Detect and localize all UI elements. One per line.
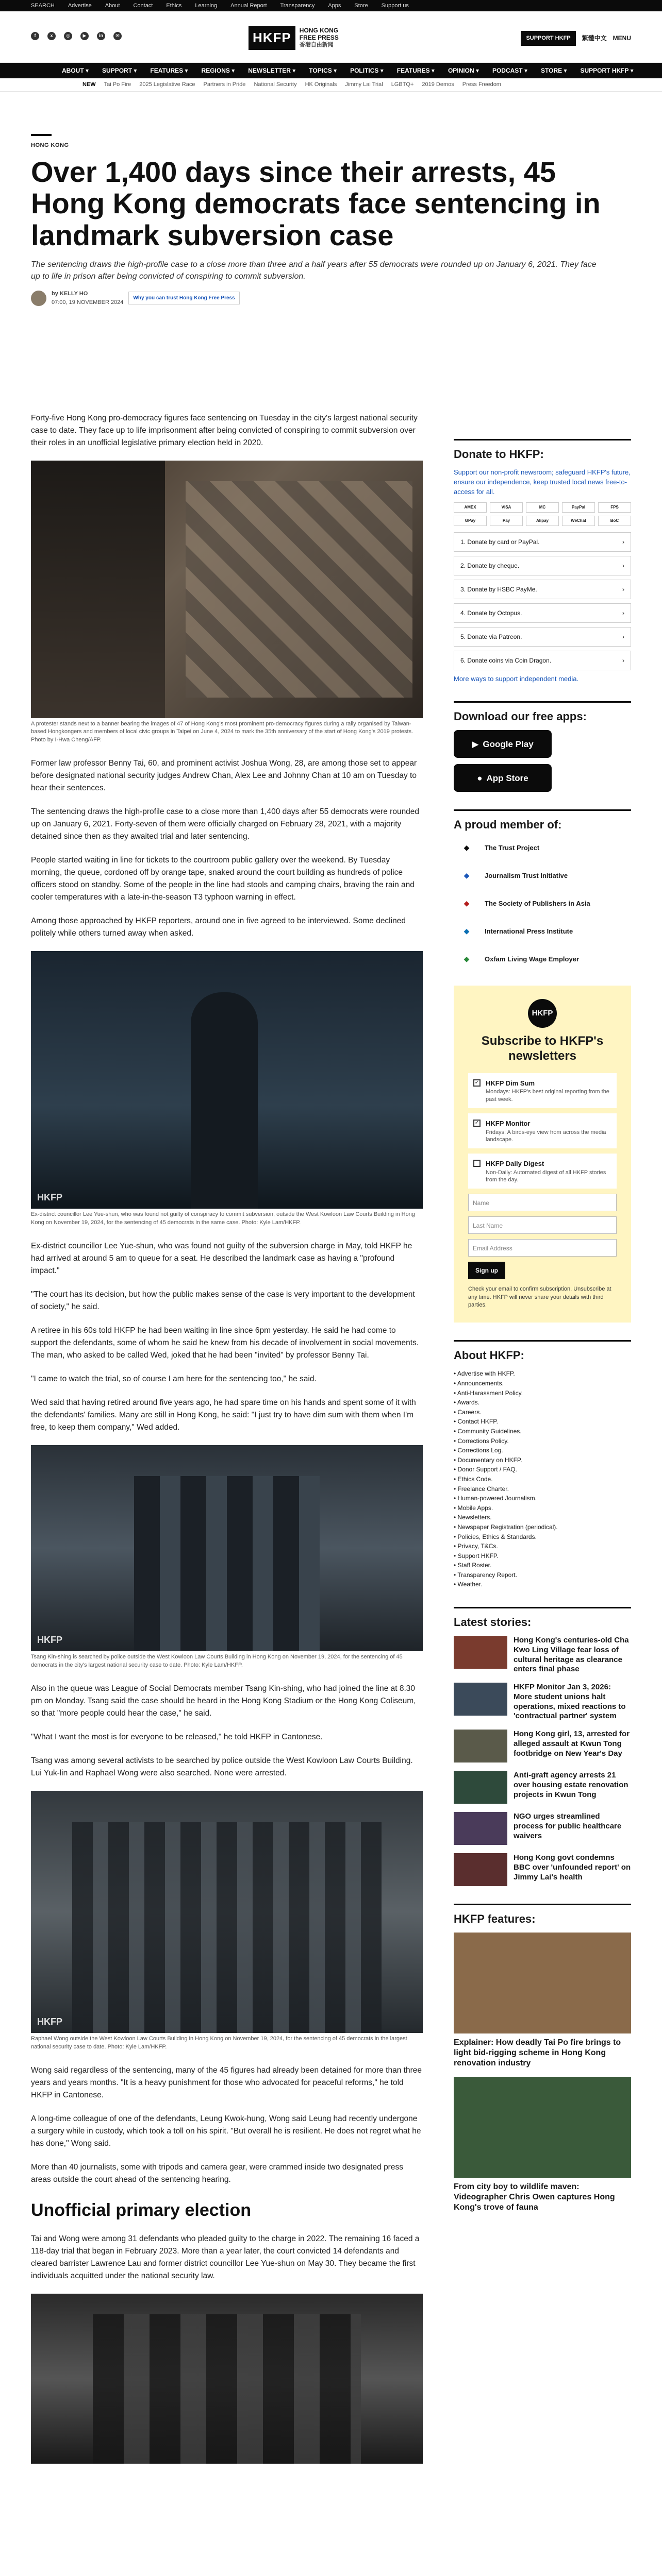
member-name: The Society of Publishers in Asia	[485, 899, 590, 907]
app-store-label: App Store	[486, 773, 528, 783]
newsletter-option[interactable]	[468, 1113, 617, 1148]
topbar-link[interactable]: Transparency	[280, 2, 315, 9]
tsang-kin-shing-photo	[31, 1445, 423, 1651]
donate-option-label: 4. Donate by Octopus.	[460, 609, 522, 617]
site-header	[0, 11, 662, 63]
article-header	[31, 134, 631, 307]
nav-item[interactable]: PODCAST ▾	[492, 67, 527, 74]
feature-image[interactable]	[454, 2077, 631, 2178]
features-list	[454, 1933, 631, 2213]
trending-link[interactable]: HK Originals	[305, 81, 337, 88]
donate-option-label: 6. Donate coins via Coin Dragon.	[460, 656, 552, 664]
paragraph: Wed said that having retired around five years ago, he had spare time on his hands and spent some of it with the defendants' families. Many are still in Hong Kong, he said: "I just try to have dim sum with them when I'm free, to keep them company," Wed added.	[31, 1398, 416, 1432]
story-thumbnail[interactable]	[454, 1730, 507, 1762]
story-title[interactable]: Anti-graft agency arrests 21 over housing estate renovation projects in Kwun Tong	[514, 1771, 628, 1799]
photo-caption: Raphael Wong outside the West Kowloon Law Courts Building in Hong Kong on November 19, 2024, for the sentencing of 45 democrats in the largest national security case to date. Photo: Kyle Lam/HKFP.	[31, 2036, 407, 2050]
donate-option[interactable]	[454, 580, 631, 599]
nav-item[interactable]: SUPPORT HKFP ▾	[580, 67, 634, 74]
nav-item[interactable]: TOPICS ▾	[309, 67, 337, 74]
donate-options	[454, 532, 631, 670]
newsletter-desc: Fridays: A birds-eye view from across the media landscape.	[486, 1129, 606, 1143]
paragraph: Also in the queue was League of Social Democrats member Tsang Kin-shing, who had joined the line at 8.30 pm on Monday. Tsang said the case should be heard in the Hong Kong Stadium or the Hong Kong Coliseum, so that "more people could hear the case," he said.	[31, 1684, 416, 1718]
member-name: The Trust Project	[485, 843, 540, 852]
member-item[interactable]	[454, 894, 631, 912]
story-thumbnail[interactable]	[454, 1683, 507, 1716]
topbar-link[interactable]: SEARCH	[31, 2, 55, 9]
newsletter-fineprint: Check your email to confirm subscription. Unsubscribe at any time. HKFP will never share your details with third parties.	[468, 1286, 611, 1309]
donate-text: Support our non-profit newsroom; safeguard HKFP's future, ensure our independence, keep trusted local news free-to-access for all.	[454, 468, 631, 496]
signup-button[interactable]: Sign up	[468, 1262, 505, 1279]
about-link[interactable]: • Contact HKFP.	[454, 1418, 499, 1426]
latest-list	[454, 1636, 631, 1886]
payment-icon: WeChat	[562, 516, 595, 526]
about-link[interactable]: • Ethics Code.	[454, 1475, 493, 1483]
story-thumbnail[interactable]	[454, 1853, 507, 1886]
member-item[interactable]	[454, 950, 631, 968]
more-ways-link[interactable]	[454, 674, 631, 684]
top-utility-bar	[0, 0, 662, 11]
latest-story[interactable]	[454, 1812, 631, 1845]
header-actions	[521, 31, 631, 46]
topbar-link[interactable]: Apps	[328, 2, 341, 9]
trending-link[interactable]: Partners in Pride	[203, 81, 246, 88]
instagram-icon[interactable]: ◎	[64, 32, 72, 40]
newsletter-desc: Mondays: HKFP's best original reporting from the past week.	[486, 1089, 609, 1103]
about-link[interactable]: • Corrections Log.	[454, 1447, 503, 1454]
trending-link[interactable]: 2025 Legislative Race	[139, 81, 195, 88]
feature-title[interactable]: From city boy to wildlife maven: Videographer Chris Owen captures Hong Kong's trove of fauna	[454, 2182, 615, 2212]
latest-story[interactable]	[454, 1636, 631, 1674]
logo-chinese: 香港自由新聞	[299, 42, 334, 48]
article-headline: Over 1,400 days since their arrests, 45 Hong Kong democrats face sentencing in landmark subversion case	[31, 155, 601, 251]
member-name: International Press Institute	[485, 927, 573, 935]
topbar-link[interactable]: Store	[354, 2, 368, 9]
member-item[interactable]	[454, 838, 631, 857]
donate-box	[454, 439, 631, 684]
trending-link[interactable]: LGBTQ+	[391, 81, 414, 88]
chevron-right-icon: ›	[622, 656, 624, 664]
feature-story[interactable]	[454, 2077, 631, 2213]
newsletter-option-text	[486, 1159, 611, 1183]
latest-story[interactable]	[454, 1853, 631, 1886]
trending-link[interactable]: Jimmy Lai Trial	[345, 81, 383, 88]
lee-yue-shun-photo	[31, 951, 423, 1209]
checkbox-icon[interactable]	[473, 1160, 481, 1167]
email-input[interactable]: Email Address	[468, 1239, 617, 1257]
social-links	[31, 32, 122, 40]
author-name[interactable]: by KELLY HO	[52, 291, 88, 297]
trending-links	[104, 80, 501, 89]
about-link[interactable]: • Anti-Harassment Policy.	[454, 1389, 523, 1397]
raphael-wong-photo	[31, 1791, 423, 2033]
nav-item[interactable]: REGIONS ▾	[201, 67, 235, 74]
story-thumbnail[interactable]	[454, 1771, 507, 1804]
article-body	[31, 412, 423, 2466]
paragraph: Tsang was among several activists to be searched by police outside the West Kowloon Law Courts Building. Lui Yuk-lin and Raphael Wong were also searched. None were arrested.	[31, 1756, 413, 1778]
latest-story[interactable]	[454, 1730, 631, 1762]
facebook-icon[interactable]: f	[31, 32, 39, 40]
member-item[interactable]	[454, 866, 631, 885]
photo-caption: A protester stands next to a banner bearing the images of 47 of Hong Kong's most prominent pro-democracy figures during a rally organised by Taiwan-based Hongkongers and members of local civic groups in Taipei on June 4, 2024 to mark the 35th anniversary of the start of Hong Kong's 2019 protests. Photo by I-Hwa Cheng/AFP.	[31, 721, 413, 743]
paragraph: Forty-five Hong Kong pro-democracy figures face sentencing on Tuesday in the city's largest national security case to date. They face up to life imprisonment after being convicted of conspiring to commit subversion over their roles in an unofficial legislative primary election held in 2020.	[31, 414, 418, 448]
paragraph: A long-time colleague of one of the defendants, Leung Kwok-hung, Wong said Leung had recently undergone a surgery while in custody, which took a toll on his spirit. "But overall he is resilient. He does not regret what he has done," Wong said.	[31, 2114, 421, 2148]
author-avatar	[31, 291, 46, 306]
feature-title[interactable]: Explainer: How deadly Tai Po fire brings to light bid-rigging scheme in Hong Kong renovation industry	[454, 2038, 621, 2068]
trending-link[interactable]: 2019 Demos	[422, 81, 454, 88]
newsletter-name: HKFP Dim Sum	[486, 1079, 535, 1087]
topbar-link[interactable]: About	[105, 2, 120, 9]
about-link[interactable]: • Transparency Report.	[454, 1571, 517, 1579]
name-input[interactable]: Name	[468, 1194, 617, 1211]
donate-option[interactable]	[454, 603, 631, 623]
about-link[interactable]: • Advertise with HKFP.	[454, 1370, 515, 1378]
about-link[interactable]: • Awards.	[454, 1399, 480, 1406]
latest-story[interactable]	[454, 1683, 631, 1721]
paragraph: Tai and Wong were among 31 defendants who pleaded guilty to the charge in 2022. The remaining 16 faced a 118-day trial that began in February 2023. More than a year later, the court convicted 14 defendants and cleared barrister Lawrence Lau and former district councillor Lee Yue-shun on May 30. They became the first individuals acquitted under the national security law.	[31, 2234, 420, 2281]
newsletter-options	[468, 1073, 617, 1189]
publish-date: 07:00, 19 NOVEMBER 2024	[52, 299, 124, 306]
donate-option[interactable]	[454, 532, 631, 552]
newsletter-name: HKFP Daily Digest	[486, 1160, 544, 1168]
about-link[interactable]: • Weather.	[454, 1581, 483, 1588]
newsletter-title: Subscribe to HKFP's newsletters	[481, 1034, 604, 1063]
member-name: Oxfam Living Wage Employer	[485, 955, 580, 963]
story-title[interactable]: HKFP Monitor Jan 3, 2026: More student unions halt operations, mixed reactions to 'contractual partner' system	[514, 1683, 626, 1721]
about-link[interactable]: • Documentary on HKFP.	[454, 1456, 522, 1464]
features-title: HKFP features:	[454, 1904, 631, 1927]
about-links	[454, 1369, 631, 1589]
payment-icon: GPay	[454, 516, 487, 526]
google-play-badge[interactable]	[454, 730, 552, 758]
payment-icons	[454, 502, 631, 526]
paragraph: "The court has its decision, but how the public makes sense of the case is very important to the development of society," he said.	[31, 1290, 415, 1312]
nav-item[interactable]: FEATURES ▾	[150, 67, 188, 74]
apps-title: Download our free apps:	[454, 701, 631, 725]
payment-icon: FPS	[598, 502, 631, 513]
youtube-icon[interactable]: ▶	[80, 32, 89, 40]
donate-option[interactable]	[454, 556, 631, 575]
language-link[interactable]: 繁體中文	[582, 35, 607, 42]
newsletter-logo: HKFP	[528, 999, 557, 1028]
hkfp-watermark: HKFP	[37, 1192, 62, 1203]
trending-bar	[0, 78, 662, 92]
logo-line1: HONG KONG	[299, 26, 339, 34]
nav-item[interactable]: OPINION ▾	[448, 67, 479, 74]
about-link[interactable]: • Newsletters.	[454, 1514, 492, 1521]
payment-icon: BoC	[598, 516, 631, 526]
nav-item[interactable]: SUPPORT ▾	[102, 67, 137, 74]
paragraph: A retiree in his 60s told HKFP he had been waiting in line since 6pm yesterday. He said he had come to support the defendants, some of whom he said he knew from his decade of involvement in social movements. The man, who asked to be called Wed, joked that he had been "invited" by professor Benny Tai.	[31, 1326, 419, 1360]
logo-text	[300, 27, 339, 48]
logo-mark: HKFP	[249, 26, 295, 50]
payment-icon: AMEX	[454, 502, 487, 513]
google-play-label: Google Play	[483, 739, 534, 749]
paragraph: Among those approached by HKFP reporters, around one in five agreed to be interviewed. Some declined politely while others turned away when asked.	[31, 917, 406, 938]
about-link[interactable]: • Freelance Charter.	[454, 1485, 509, 1493]
paragraph: Former law professor Benny Tai, 60, and prominent activist Joshua Wong, 28, are among those set to appear before designated national security judges Andrew Chan, Alex Lee and Johnny Chan at 10 am on Tuesday to hear their sentences.	[31, 759, 417, 793]
donate-option-label: 5. Donate via Patreon.	[460, 633, 522, 640]
story-title[interactable]: Hong Kong govt condemns BBC over 'unfounded report' on Jimmy Lai's health	[514, 1853, 631, 1882]
about-link[interactable]: • Careers.	[454, 1408, 482, 1416]
newsletter-desc: Non-Daily: Automated digest of all HKFP stories from the day.	[486, 1169, 606, 1183]
newsletter-option[interactable]	[468, 1154, 617, 1189]
story-title[interactable]: NGO urges streamlined process for public healthcare waivers	[514, 1812, 622, 1840]
article-category[interactable]: HONG KONG	[31, 142, 69, 148]
donate-option[interactable]	[454, 651, 631, 670]
newsletter-option[interactable]	[468, 1073, 617, 1108]
about-link[interactable]: • Privacy, T&Cs.	[454, 1543, 498, 1550]
newsletter-option-text	[486, 1078, 611, 1103]
about-link[interactable]: • Policies, Ethics & Standards.	[454, 1533, 537, 1540]
main-navigation	[0, 63, 662, 78]
donate-option[interactable]	[454, 627, 631, 647]
app-store-badge[interactable]	[454, 764, 552, 792]
paragraph: Wong said regardless of the sentencing, many of the 45 figures had already been detained for more than three years and years months. "It is a heavy punishment for those who advocated for peaceful reforms," he told HKFP in Cantonese.	[31, 2066, 422, 2100]
about-link[interactable]: • Mobile Apps.	[454, 1504, 493, 1512]
paragraph: More than 40 journalists, some with tripods and camera gear, were crammed inside two designated press areas outside the court ahead of the sentencing hearing.	[31, 2163, 403, 2184]
member-logo: ◆	[464, 871, 470, 879]
trending-link[interactable]: National Security	[254, 81, 297, 88]
more-ways-anchor[interactable]: More ways to support independent media.	[454, 674, 579, 683]
topbar-link[interactable]: Support us	[381, 2, 409, 9]
feature-story[interactable]	[454, 1933, 631, 2069]
donate-option-label: 2. Donate by cheque.	[460, 562, 520, 569]
payment-icon: VISA	[490, 502, 523, 513]
hkfp-logo[interactable]	[249, 26, 339, 50]
about-link[interactable]: • Newspaper Registration (periodical).	[454, 1523, 558, 1531]
chevron-right-icon: ›	[622, 609, 624, 617]
latest-title: Latest stories:	[454, 1607, 631, 1631]
about-title: About HKFP:	[454, 1340, 631, 1364]
story-thumbnail[interactable]	[454, 1636, 507, 1669]
paragraph: The sentencing draws the high-profile case to a close more than 1,400 days after 55 democrats were rounded up on January 6, 2021. Forty-seven of them were officially charged on February 28, 2021, with a majority detained since then as they awaited trial and later sentencing.	[31, 807, 420, 841]
member-name: Journalism Trust Initiative	[485, 871, 568, 879]
paragraph: "I came to watch the trial, so of course I am here for the sentencing too," he said.	[31, 1375, 317, 1384]
chevron-right-icon: ›	[622, 585, 624, 593]
payment-icon: Pay	[490, 516, 523, 526]
trust-link[interactable]: Why you can trust Hong Kong Free Press	[128, 292, 239, 304]
donate-title: Donate to HKFP:	[454, 439, 631, 463]
about-link[interactable]: • Donor Support / FAQ.	[454, 1466, 517, 1473]
chevron-right-icon: ›	[622, 538, 624, 546]
support-hkfp-button[interactable]: SUPPORT HKFP	[521, 31, 575, 46]
members-title: A proud member of:	[454, 809, 631, 833]
protest-banner-photo	[31, 461, 423, 718]
donate-option-label: 1. Donate by card or PayPal.	[460, 538, 540, 546]
last-name-input[interactable]: Last Name	[468, 1216, 617, 1234]
about-link[interactable]: • Corrections Policy.	[454, 1437, 509, 1445]
photo-caption: Ex-district councillor Lee Yue-shun, who was found not guilty of conspiracy to commit subversion, outside the West Kowloon Law Courts Building in Hong Kong on November 19, 2024, for the sentencing of 45 democrats in the same case. Photo: Kyle Lam/HKFP.	[31, 1211, 415, 1226]
accent-bar	[31, 134, 52, 136]
trending-new-label: NEW	[82, 81, 96, 88]
story-thumbnail[interactable]	[454, 1812, 507, 1845]
story-title[interactable]: Hong Kong's centuries-old Cha Kwo Ling Village fear loss of cultural heritage as clearance enters final phase	[514, 1636, 629, 1674]
about-link[interactable]: • Support HKFP.	[454, 1552, 499, 1560]
features-box	[454, 1904, 631, 2213]
email-icon[interactable]: ✉	[113, 32, 122, 40]
article-standfirst: The sentencing draws the high-profile case to a close more than three and a half years after 55 democrats were rounded up on January 6, 2021. They face up to life in prison after being convicted of conspiring to commit subversion.	[31, 260, 597, 281]
topbar-link[interactable]: Annual Report	[230, 2, 267, 9]
latest-story[interactable]	[454, 1771, 631, 1804]
topbar-link[interactable]: Contact	[133, 2, 153, 9]
member-logo: ◆	[464, 843, 470, 852]
logo-line2: FREE PRESS	[299, 33, 339, 41]
chevron-right-icon: ›	[622, 633, 624, 640]
apps-box	[454, 701, 631, 792]
newsletter-box	[454, 986, 631, 1323]
sidebar	[454, 439, 631, 2230]
about-link[interactable]: • Human-powered Journalism.	[454, 1495, 537, 1502]
newsletter-name: HKFP Monitor	[486, 1120, 531, 1128]
member-logo: ◆	[464, 926, 470, 935]
nav-item[interactable]: ABOUT ▾	[62, 67, 89, 74]
play-icon: ▶	[472, 739, 479, 749]
topbar-link[interactable]: Ethics	[166, 2, 182, 9]
x-twitter-icon[interactable]: x	[47, 32, 56, 40]
hkfp-watermark: HKFP	[37, 2016, 62, 2027]
member-logo: ◆	[464, 954, 470, 963]
nav-item[interactable]: POLITICS ▾	[350, 67, 384, 74]
nav-item[interactable]: FEATURES ▾	[396, 67, 435, 74]
checkbox-icon[interactable]: ✓	[473, 1079, 481, 1087]
chevron-right-icon: ›	[622, 562, 624, 569]
payment-icon: PayPal	[562, 502, 595, 513]
photo-caption: Tsang Kin-shing is searched by police outside the West Kowloon Law Courts Building in Hong Kong on November 19, 2024, for the sentencing of 45 democrats in the city's largest national security case to date. Photo: Kyle Lam/HKFP.	[31, 1654, 403, 1668]
about-link[interactable]: • Staff Roster.	[454, 1562, 492, 1569]
member-list	[454, 838, 631, 968]
paragraph: "What I want the most is for everyone to be released," he told HKFP in Cantonese.	[31, 1733, 323, 1742]
checkbox-icon[interactable]: ✓	[473, 1120, 481, 1127]
byline	[31, 290, 631, 307]
apple-icon: ●	[477, 773, 483, 783]
trending-link[interactable]: Tai Po Fire	[104, 81, 131, 88]
newsletter-option-text	[486, 1118, 611, 1143]
member-item[interactable]	[454, 922, 631, 940]
hkfp-watermark: HKFP	[37, 1635, 62, 1646]
paragraph: People started waiting in line for tickets to the courtroom public gallery over the weekend. By Tuesday morning, the queue, cordoned off by orange tape, snaked around the court building as hundreds of police officers stood on standby. Some of the people in the line had stools and camping chairs, braving the rain and cooler temperatures with a late-in-the-season T3 typhoon warning in effect.	[31, 856, 415, 902]
about-link[interactable]: • Announcements.	[454, 1380, 504, 1387]
member-logo: ◆	[464, 899, 470, 907]
payment-icon: Alipay	[526, 516, 559, 526]
about-link[interactable]: • Community Guidelines.	[454, 1427, 522, 1435]
latest-box	[454, 1607, 631, 1886]
payment-icon: MC	[526, 502, 559, 513]
members-box	[454, 809, 631, 968]
defendants-photo	[31, 2294, 423, 2464]
feature-image[interactable]	[454, 1933, 631, 2033]
nav-item[interactable]: STORE ▾	[541, 67, 567, 74]
story-title[interactable]: Hong Kong girl, 13, arrested for alleged assault at Kwun Tong footbridge on New Year's Day	[514, 1730, 630, 1758]
nav-item[interactable]: NEWSLETTER ▾	[248, 67, 296, 74]
topbar-link[interactable]: Advertise	[68, 2, 92, 9]
menu-button[interactable]: MENU	[613, 35, 631, 42]
section-heading: Unofficial primary election	[31, 2200, 251, 2221]
topbar-link[interactable]: Learning	[195, 2, 218, 9]
donate-option-label: 3. Donate by HSBC PayMe.	[460, 585, 537, 593]
trending-link[interactable]: Press Freedom	[462, 81, 501, 88]
linkedin-icon[interactable]: in	[97, 32, 105, 40]
about-box	[454, 1340, 631, 1589]
paragraph: Ex-district councillor Lee Yue-shun, who was found not guilty of the subversion charge in May, told HKFP he had arrived at around 5 am to queue for a seat. He described the landmark case as having a "profound impact."	[31, 1242, 412, 1276]
